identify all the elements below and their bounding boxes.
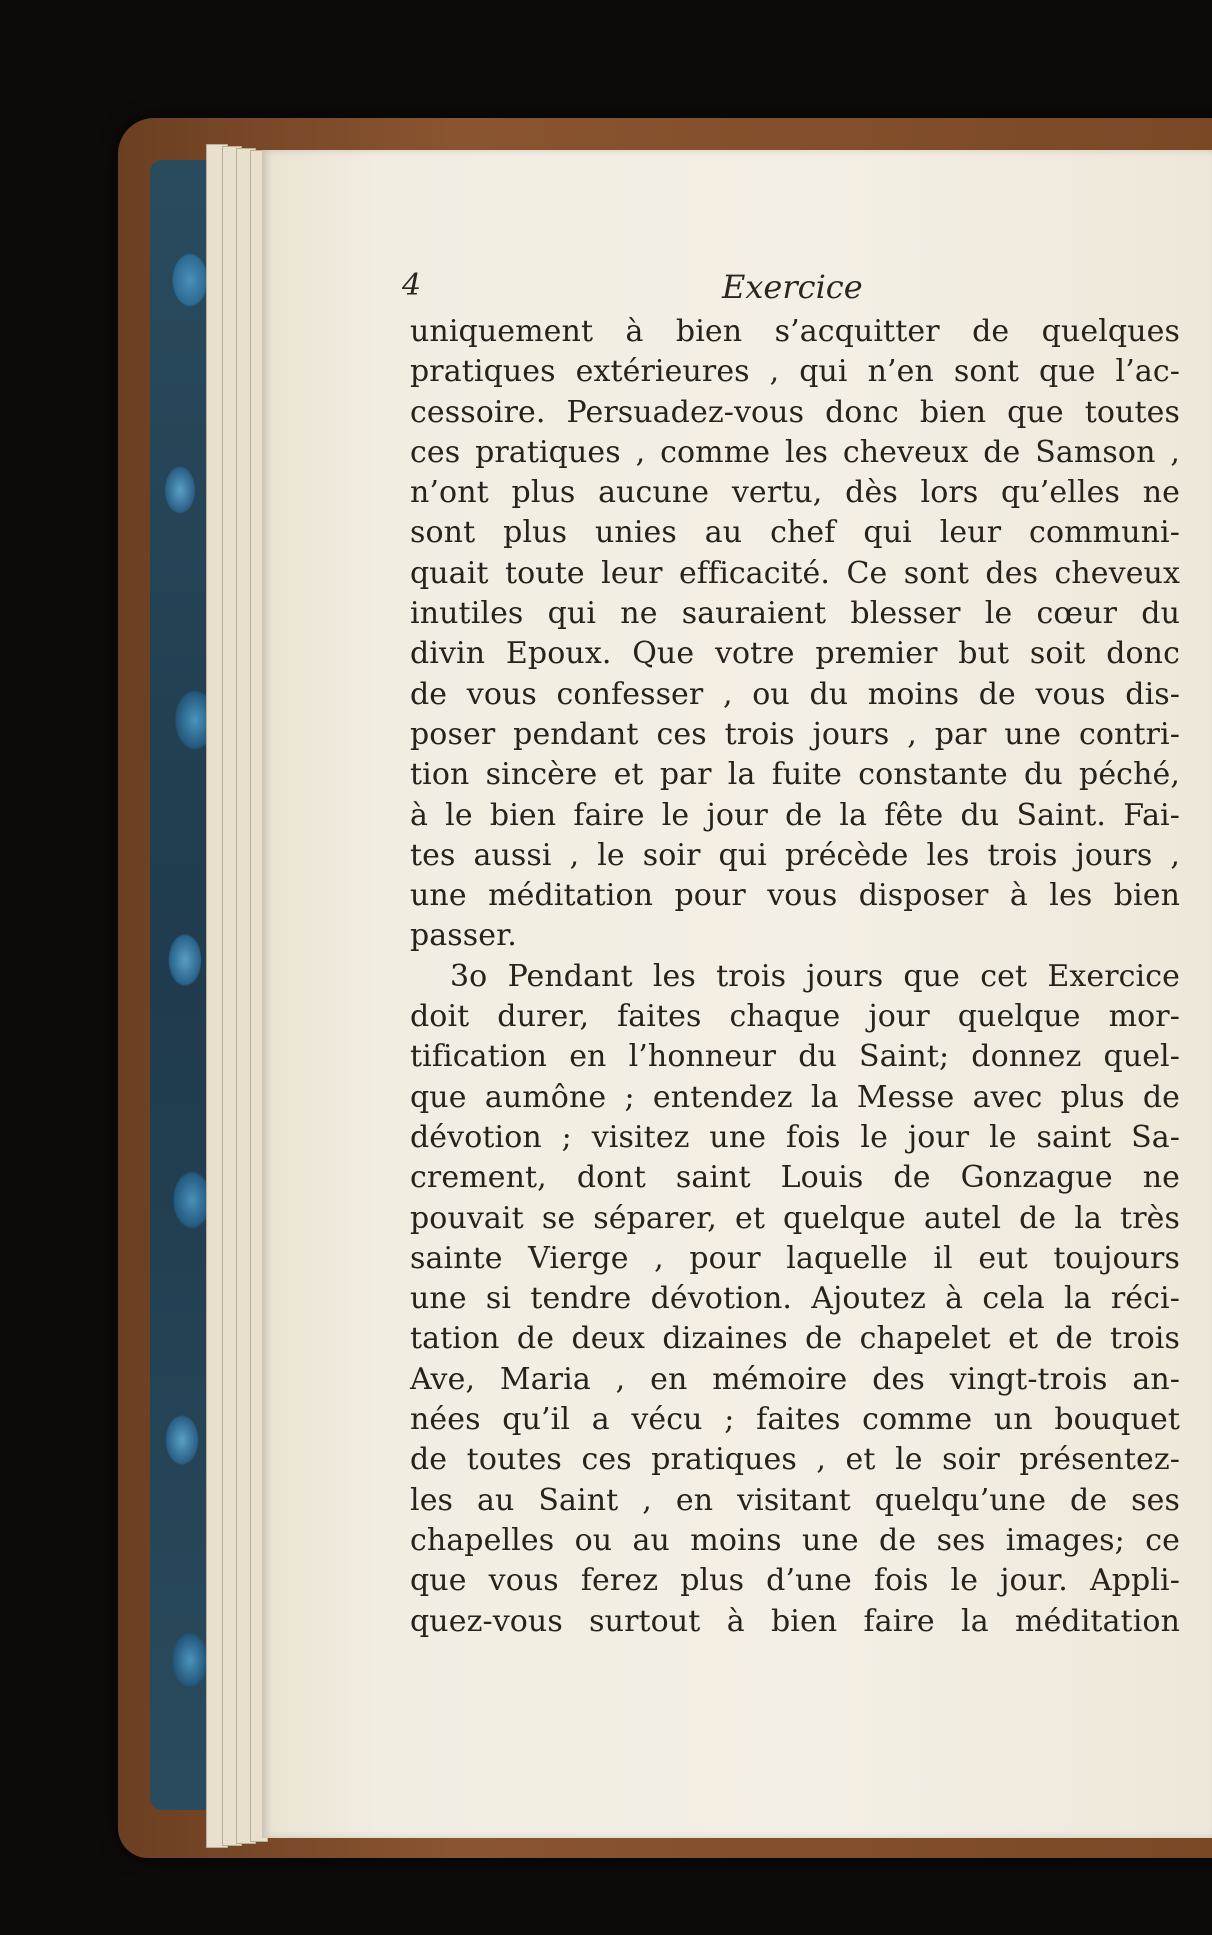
text-line: passer. [410,918,517,954]
text-line: quait toute leur efficacité. Ce sont des cheveux [410,555,1180,591]
text-line: crement, dont saint Louis de Gonzague ne [410,1160,1180,1196]
running-title: Exercice [722,268,863,306]
page-number: 4 [402,268,422,303]
text-line: à le bien faire le jour de la fête du Saint. Fai- [410,797,1180,833]
text-line: pouvait se séparer, et quelque autel de la très [410,1200,1180,1236]
text-line: tification en l’honneur du Saint; donnez quel- [410,1039,1180,1075]
text-line: uniquement à bien s’acquitter de quelques [410,314,1180,349]
text-line: une si tendre dévotion. Ajoutez à cela la réci- [410,1281,1180,1317]
text-line: doit durer, faites chaque jour quelque mor- [410,999,1180,1035]
text-line: 3o Pendant les trois jours que cet Exercice [450,958,1180,994]
body-text [410,312,1180,1642]
text-line: tion sincère et par la fuite constante du péché, [410,757,1180,793]
text-line: inutiles qui ne sauraient blesser le cœur du [410,596,1180,632]
text-line: nées qu’il a vécu ; faites comme un bouquet [410,1402,1180,1438]
text-line: ces pratiques , comme les cheveux de Samson , [410,434,1180,470]
page-header [402,268,1182,308]
text-line: dévotion ; visitez une fois le jour le saint Sa- [410,1119,1180,1155]
text-line: cessoire. Persuadez-vous donc bien que toutes [410,394,1180,430]
text-line: Ave, Maria , en mémoire des vingt-trois an- [410,1361,1180,1397]
text-line: les au Saint , en visitant quelqu’une de ses [410,1482,1180,1518]
text-line: n’ont plus aucune vertu, dès lors qu’elles ne [410,475,1180,511]
text-line: divin Epoux. Que votre premier but soit donc [410,636,1180,672]
text-line: que vous ferez plus d’une fois le jour. Appli- [410,1563,1180,1599]
text-line: que aumône ; entendez la Messe avec plus de [410,1079,1180,1115]
text-line: sont plus unies au chef qui leur communi- [410,515,1180,551]
text-line: tes aussi , le soir qui précède les trois jours , [410,837,1180,873]
text-line: quez-vous surtout à bien faire la méditation [410,1603,1180,1639]
text-line: de vous confesser , ou du moins de vous dis- [410,676,1180,712]
text-line: chapelles ou au moins une de ses images; ce [410,1522,1180,1558]
text-line: de toutes ces pratiques , et le soir présentez- [410,1442,1180,1478]
text-line: une méditation pour vous disposer à les bien [410,878,1180,914]
text-line: poser pendant ces trois jours , par une contri- [410,716,1180,752]
text-line: sainte Vierge , pour laquelle il eut toujours [410,1240,1180,1276]
text-line: pratiques extérieures , qui n’en sont que l’ac- [410,354,1180,390]
text-line: tation de deux dizaines de chapelet et de trois [410,1321,1180,1357]
